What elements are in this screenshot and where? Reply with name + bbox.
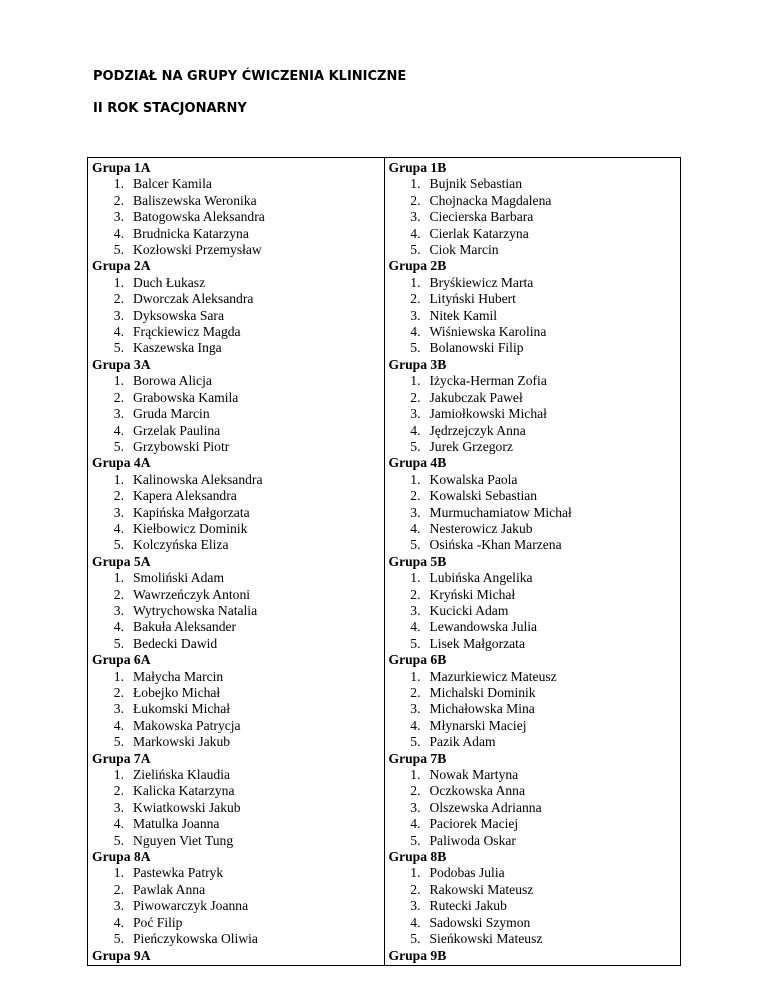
student-name: Jakubczak Paweł [429, 389, 523, 405]
student-name: Lityński Hubert [429, 291, 516, 307]
list-item-number: 3. [410, 504, 421, 520]
student-name: Nowak Martyna [429, 767, 519, 783]
student-name: Grabowska Kamila [133, 389, 239, 405]
list-item [92, 406, 380, 422]
list-item [92, 603, 380, 619]
student-name: Rutecki Jakub [429, 898, 507, 914]
list-item-number: 5. [113, 931, 124, 947]
list-item-number: 1. [410, 668, 421, 684]
document-title: PODZIAŁ NA GRUPY ĆWICZENIA KLINICZNE [93, 69, 407, 84]
student-name: Borowa Alicja [133, 373, 212, 389]
student-name: Kiełbowicz Dominik [133, 520, 248, 536]
list-item-number: 3. [113, 406, 124, 422]
group-title: Grupa 7A [92, 750, 151, 766]
student-name: Lubińska Angelika [429, 570, 533, 586]
student-name: Chojnacka Magdalena [429, 192, 552, 208]
list-item [389, 669, 677, 685]
list-item-number: 3. [410, 406, 421, 422]
list-item [389, 406, 677, 422]
student-name: Kozłowski Przemysław [133, 242, 262, 258]
student-name: Smoliński Adam [133, 570, 225, 586]
list-item-number: 5. [113, 832, 124, 848]
list-item [92, 242, 380, 258]
list-item [389, 603, 677, 619]
group-block [92, 948, 380, 964]
list-item [92, 570, 380, 586]
student-name: Cierlak Katarzyna [429, 225, 529, 241]
list-item [389, 275, 677, 291]
list-item [92, 865, 380, 881]
list-item [389, 800, 677, 816]
document-subtitle: II ROK STACJONARNY [93, 101, 247, 116]
student-name: Ciecierska Barbara [429, 209, 534, 225]
list-item [92, 800, 380, 816]
list-item-number: 1. [410, 767, 421, 783]
student-name: Kaszewska Inga [133, 340, 222, 356]
group-block [92, 554, 380, 652]
student-name: Nguyen Viet Tung [133, 832, 234, 848]
list-item-number: 3. [113, 602, 124, 618]
list-item-number: 1. [410, 176, 421, 192]
student-name: Wawrzeńczyk Antoni [133, 586, 251, 602]
list-item-number: 3. [113, 209, 124, 225]
list-item [389, 587, 677, 603]
list-item-number: 1. [113, 471, 124, 487]
list-item-number: 2. [410, 783, 421, 799]
student-name: Bryśkiewicz Marta [429, 274, 534, 290]
list-item-number: 1. [410, 274, 421, 290]
list-item [92, 701, 380, 717]
student-name: Młynarski Maciej [429, 717, 527, 733]
student-name: Bolanowski Filip [429, 340, 524, 356]
list-item [92, 833, 380, 849]
student-name: Kucicki Adam [429, 602, 509, 618]
student-name: Małycha Marcin [133, 668, 224, 684]
student-name: Grzybowski Piotr [133, 438, 230, 454]
list-item [389, 373, 677, 389]
list-item [92, 275, 380, 291]
list-item [389, 488, 677, 504]
student-name: Mazurkiewicz Mateusz [429, 668, 557, 684]
list-item [389, 505, 677, 521]
list-item [92, 734, 380, 750]
list-item [389, 209, 677, 225]
student-name: Sieńkowski Mateusz [429, 931, 543, 947]
list-item-number: 5. [410, 734, 421, 750]
list-item-number: 5. [410, 242, 421, 258]
list-item [389, 734, 677, 750]
list-item [389, 882, 677, 898]
list-item-number: 2. [113, 389, 124, 405]
student-name: Makowska Patrycja [133, 717, 241, 733]
list-item-number: 5. [410, 832, 421, 848]
list-item [389, 570, 677, 586]
list-item [92, 898, 380, 914]
list-item-number: 4. [113, 717, 124, 733]
list-item-number: 4. [113, 816, 124, 832]
list-item [389, 308, 677, 324]
list-item-number: 3. [113, 701, 124, 717]
student-name: Pastewka Patryk [133, 865, 224, 881]
student-name: Markowski Jakub [133, 734, 231, 750]
list-item-number: 5. [113, 635, 124, 651]
list-item-number: 1. [113, 176, 124, 192]
list-item-number: 4. [410, 225, 421, 241]
group-block [389, 652, 677, 750]
list-item-number: 4. [113, 225, 124, 241]
list-item [92, 619, 380, 635]
list-item [92, 537, 380, 553]
student-name: Osińska -Khan Marzena [429, 537, 562, 553]
list-item [92, 718, 380, 734]
list-item [92, 587, 380, 603]
list-item [389, 701, 677, 717]
group-title: Grupa 9B [388, 947, 447, 963]
student-name: Jamiołkowski Michał [429, 406, 547, 422]
list-item-number: 1. [410, 865, 421, 881]
student-name: Batogowska Aleksandra [133, 209, 265, 225]
list-item-number: 2. [410, 389, 421, 405]
list-item-number: 4. [113, 520, 124, 536]
list-item-number: 5. [113, 537, 124, 553]
student-name: Lewandowska Julia [429, 619, 538, 635]
list-item [389, 816, 677, 832]
list-item-number: 3. [113, 799, 124, 815]
student-name: Piwowarczyk Joanna [133, 898, 249, 914]
group-block [389, 948, 677, 964]
student-name: Kalicka Katarzyna [133, 783, 235, 799]
list-item-number: 4. [410, 717, 421, 733]
student-name: Ciok Marcin [429, 242, 499, 258]
student-name: Lisek Małgorzata [429, 635, 525, 651]
list-item [389, 931, 677, 947]
list-item [92, 390, 380, 406]
list-item-number: 4. [410, 324, 421, 340]
list-item-number: 3. [113, 898, 124, 914]
list-item-number: 2. [113, 488, 124, 504]
list-item-number: 4. [410, 619, 421, 635]
group-block [389, 554, 677, 652]
list-item [389, 833, 677, 849]
list-item [92, 472, 380, 488]
student-name: Murmuchamiatow Michał [429, 504, 572, 520]
list-item-number: 1. [113, 865, 124, 881]
group-block [92, 652, 380, 750]
list-item [92, 783, 380, 799]
student-name: Podobas Julia [429, 865, 505, 881]
student-name: Bakuła Aleksander [133, 619, 237, 635]
list-item-number: 5. [113, 734, 124, 750]
list-item [389, 636, 677, 652]
group-block [389, 849, 677, 947]
student-name: Michałowska Mina [429, 701, 535, 717]
list-item [389, 783, 677, 799]
student-name: Baliszewska Weronika [133, 192, 257, 208]
list-item-number: 1. [113, 668, 124, 684]
list-item-number: 2. [113, 783, 124, 799]
group-title: Grupa 8B [388, 849, 447, 865]
list-item-number: 4. [410, 520, 421, 536]
list-item [92, 767, 380, 783]
student-name: Pieńczykowska Oliwia [133, 931, 258, 947]
group-title: Grupa 5B [388, 553, 447, 569]
list-item-number: 3. [410, 602, 421, 618]
list-item-number: 3. [410, 701, 421, 717]
list-item [389, 439, 677, 455]
list-item [92, 373, 380, 389]
group-block [389, 357, 677, 455]
list-item-number: 1. [113, 767, 124, 783]
list-item [92, 882, 380, 898]
list-item [92, 915, 380, 931]
group-title: Grupa 6A [92, 652, 151, 668]
list-item-number: 5. [410, 438, 421, 454]
student-name: Kowalska Paola [429, 471, 518, 487]
list-item [92, 439, 380, 455]
student-name: Nesterowicz Jakub [429, 520, 533, 536]
group-title: Grupa 2B [388, 258, 447, 274]
list-item [389, 718, 677, 734]
list-item [92, 488, 380, 504]
list-item [92, 423, 380, 439]
list-item-number: 1. [410, 570, 421, 586]
list-item [92, 308, 380, 324]
student-name: Kalinowska Aleksandra [133, 471, 263, 487]
list-item [389, 767, 677, 783]
group-block [92, 258, 380, 356]
student-name: Kolczyńska Eliza [133, 537, 229, 553]
group-title: Grupa 8A [92, 849, 151, 865]
list-item [389, 898, 677, 914]
list-item-number: 5. [113, 242, 124, 258]
list-item [92, 669, 380, 685]
student-name: Dworczak Aleksandra [133, 291, 254, 307]
list-item-number: 5. [113, 438, 124, 454]
list-item-number: 2. [410, 685, 421, 700]
list-item-number: 5. [410, 340, 421, 356]
student-name: Oczkowska Anna [429, 783, 526, 799]
student-name: Jurek Grzegorz [429, 438, 513, 454]
group-title: Grupa 6B [388, 652, 447, 668]
group-title: Grupa 7B [388, 750, 447, 766]
list-item-number: 5. [410, 931, 421, 947]
student-name: Kryński Michał [429, 586, 516, 602]
list-item-number: 2. [113, 685, 124, 700]
group-block [92, 357, 380, 455]
group-block [389, 160, 677, 258]
group-title: Grupa 4B [388, 455, 447, 471]
list-item [92, 324, 380, 340]
list-item-number: 5. [410, 635, 421, 651]
list-item [389, 242, 677, 258]
student-name: Brudnicka Katarzyna [133, 225, 249, 241]
list-item [389, 291, 677, 307]
list-item-number: 2. [113, 881, 124, 897]
list-item [389, 537, 677, 553]
list-item [92, 176, 380, 192]
list-item [92, 291, 380, 307]
list-item [389, 865, 677, 881]
group-title: Grupa 2A [92, 258, 151, 274]
groups-table [87, 157, 681, 966]
list-item-number: 3. [113, 307, 124, 323]
list-item [389, 193, 677, 209]
list-item [389, 340, 677, 356]
list-item [389, 324, 677, 340]
list-item-number: 1. [113, 373, 124, 389]
list-item-number: 1. [410, 471, 421, 487]
student-name: Pawlak Anna [133, 881, 206, 897]
group-block [389, 751, 677, 849]
student-name: Duch Łukasz [133, 274, 206, 290]
list-item [389, 423, 677, 439]
student-name: Bedecki Dawid [133, 635, 218, 651]
student-name: Kwiatkowski Jakub [133, 799, 241, 815]
list-item-number: 1. [113, 274, 124, 290]
list-item-number: 2. [113, 192, 124, 208]
list-item-number: 4. [113, 422, 124, 438]
list-item [389, 521, 677, 537]
list-item [92, 209, 380, 225]
student-name: Dyksowska Sara [133, 307, 224, 323]
list-item [92, 685, 380, 701]
student-name: Bujnik Sebastian [429, 176, 523, 192]
list-item-number: 3. [410, 799, 421, 815]
list-item [92, 193, 380, 209]
student-name: Rakowski Mateusz [429, 881, 534, 897]
list-item [92, 931, 380, 947]
list-item [389, 685, 677, 701]
list-item-number: 1. [113, 570, 124, 586]
list-item [92, 340, 380, 356]
student-name: Michalski Dominik [429, 685, 536, 700]
group-title: Grupa 9A [92, 947, 151, 963]
groups-column-a [88, 158, 385, 966]
student-name: Grzelak Paulina [133, 422, 221, 438]
list-item-number: 4. [410, 816, 421, 832]
list-item-number: 3. [113, 504, 124, 520]
list-item-number: 3. [410, 307, 421, 323]
student-name: Poć Filip [133, 914, 183, 930]
list-item-number: 2. [410, 881, 421, 897]
student-name: Wytrychowska Natalia [133, 602, 258, 618]
list-item [389, 619, 677, 635]
group-block [389, 455, 677, 553]
list-item [92, 505, 380, 521]
list-item-number: 3. [410, 898, 421, 914]
student-name: Paciorek Maciej [429, 816, 519, 832]
student-name: Paliwoda Oskar [429, 832, 516, 848]
student-name: Jędrzejczyk Anna [429, 422, 526, 438]
list-item-number: 5. [410, 537, 421, 553]
student-name: Olszewska Adrianna [429, 799, 542, 815]
student-name: Łobejko Michał [133, 685, 221, 700]
list-item-number: 4. [113, 914, 124, 930]
list-item-number: 3. [410, 209, 421, 225]
student-name: Kapińska Małgorzata [133, 504, 250, 520]
group-title: Grupa 1B [388, 160, 447, 175]
list-item-number: 2. [113, 291, 124, 307]
list-item-number: 4. [113, 619, 124, 635]
list-item-number: 2. [113, 586, 124, 602]
group-block [92, 849, 380, 947]
student-name: Frąckiewicz Magda [133, 324, 241, 340]
list-item-number: 2. [410, 488, 421, 504]
list-item [389, 176, 677, 192]
groups-column-b [384, 158, 681, 966]
list-item [389, 390, 677, 406]
list-item-number: 4. [410, 914, 421, 930]
group-block [92, 160, 380, 258]
student-name: Kowalski Sebastian [429, 488, 538, 504]
group-block [92, 751, 380, 849]
group-block [92, 455, 380, 553]
group-block [389, 258, 677, 356]
group-title: Grupa 3B [388, 356, 447, 372]
list-item-number: 2. [410, 291, 421, 307]
list-item [389, 226, 677, 242]
group-title: Grupa 3A [92, 356, 151, 372]
list-item-number: 2. [410, 192, 421, 208]
list-item-number: 2. [410, 586, 421, 602]
student-name: Wiśniewska Karolina [429, 324, 547, 340]
list-item [92, 226, 380, 242]
student-name: Iżycka-Herman Zofia [429, 373, 547, 389]
list-item [92, 636, 380, 652]
student-name: Matulka Joanna [133, 816, 220, 832]
group-title: Grupa 1A [92, 160, 151, 175]
student-name: Balcer Kamila [133, 176, 212, 192]
group-title: Grupa 4A [92, 455, 151, 471]
student-name: Gruda Marcin [133, 406, 210, 422]
list-item-number: 4. [410, 422, 421, 438]
group-title: Grupa 5A [92, 553, 151, 569]
list-item [389, 915, 677, 931]
student-name: Zielińska Klaudia [133, 767, 231, 783]
list-item-number: 1. [410, 373, 421, 389]
list-item [92, 521, 380, 537]
student-name: Pazik Adam [429, 734, 496, 750]
student-name: Kapera Aleksandra [133, 488, 237, 504]
student-name: Łukomski Michał [133, 701, 231, 717]
student-name: Sadowski Szymon [429, 914, 531, 930]
list-item-number: 5. [113, 340, 124, 356]
list-item [389, 472, 677, 488]
student-name: Nitek Kamil [429, 307, 498, 323]
list-item [92, 816, 380, 832]
groups-table-row [88, 158, 681, 966]
list-item-number: 4. [113, 324, 124, 340]
